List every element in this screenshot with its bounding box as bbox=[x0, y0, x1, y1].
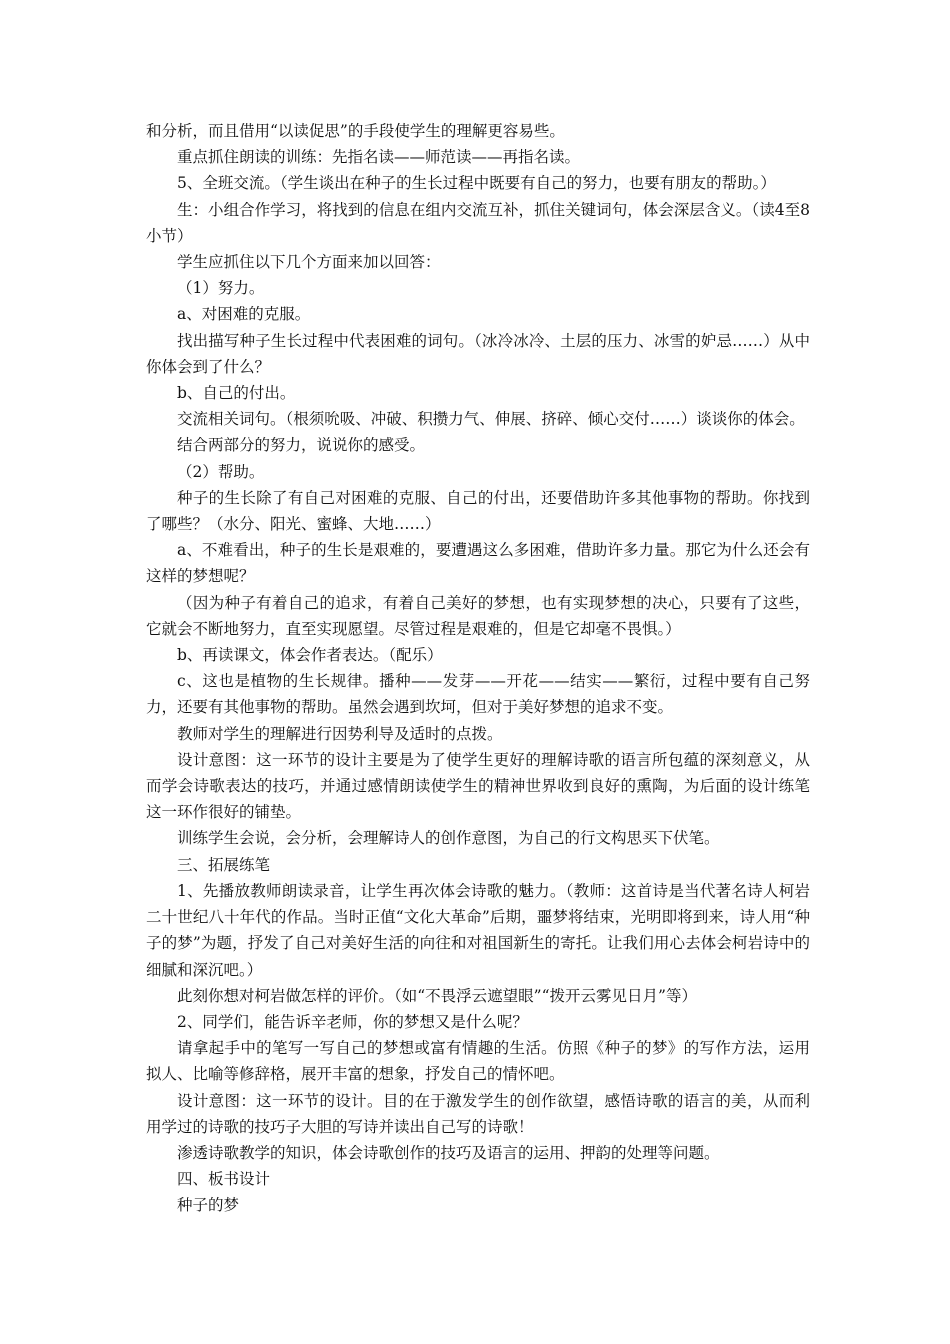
paragraph: 重点抓住朗读的训练：先指名读——师范读——再指名读。 bbox=[177, 148, 581, 167]
paragraph: 此刻你想对柯岩做怎样的评价。（如“不畏浮云遮望眼”“拨开云雾见日月”等） bbox=[177, 986, 697, 1005]
paragraph: 学生应抓住以下几个方面来加以回答： bbox=[177, 253, 441, 272]
paragraph: 结合两部分的努力，说说你的感受。 bbox=[177, 436, 426, 455]
paragraph: b、自己的付出。 bbox=[177, 384, 296, 403]
paragraph: 和分析，而且借用“以读促思”的手段使学生的理解更容易些。 bbox=[146, 122, 565, 140]
paragraph: 训练学生会说，会分析，会理解诗人的创作意图，为自己的行文构思买下伏笔。 bbox=[177, 829, 720, 848]
paragraph: （2）帮助。 bbox=[177, 462, 265, 481]
paragraph: b、再读课文，体会作者表达。（配乐） bbox=[177, 646, 443, 665]
paragraph: 请拿起手中的笔写一写自己的梦想或富有情趣的生活。仿照《种子的梦》的写作方法，运用拟人、比喻等修辞格，展开丰富的想象，抒发自己的情怀吧。 bbox=[146, 1039, 810, 1084]
paragraph: 种子的梦 bbox=[177, 1196, 240, 1215]
document-body bbox=[146, 118, 810, 1219]
paragraph: 5、全班交流。（学生谈出在种子的生长过程中既要有自己的努力，也要有朋友的帮助。） bbox=[177, 174, 776, 193]
paragraph: a、对困难的克服。 bbox=[177, 305, 311, 324]
paragraph: 设计意图：这一环节的设计主要是为了使学生更好的理解诗歌的语言所包蕴的深刻意义，从而学会诗歌表达的技巧，并通过感情朗读使学生的精神世界收到良好的熏陶，为后面的设计练笔这一环作很好的铺垫。 bbox=[146, 750, 810, 822]
paragraph: 种子的生长除了有自己对困难的克服、自己的付出，还要借助许多其他事物的帮助。你找到了哪些？（水分、阳光、蜜蜂、大地……） bbox=[146, 488, 810, 534]
paragraph: 1、先播放教师朗读录音，让学生再次体会诗歌的魅力。（教师：这首诗是当代著名诗人柯岩二十世纪八十年代的作品。当时正值“文化大革命”后期，噩梦将结束，光明即将到来，诗人用“种子的梦”为题，抒发了自己对美好生活的向往和对祖国新生的寄托。让我们用心去体会柯岩诗中的细腻和深沉吧。） bbox=[146, 881, 810, 979]
paragraph: 交流相关词句。（根须吮吸、冲破、积攒力气、伸展、挤碎、倾心交付……）谈谈你的体会。 bbox=[177, 410, 805, 429]
paragraph: （因为种子有着自己的追求，有着自己美好的梦想，也有实现梦想的决心，只要有了这些，它就会不断地努力，直至实现愿望。尽管过程是艰难的，但是它却毫不畏惧。） bbox=[146, 593, 810, 638]
paragraph: 找出描写种子生长过程中代表困难的词句。（冰冷冰冷、土层的压力、冰雪的妒忌……）从中你体会到了什么？ bbox=[146, 331, 810, 376]
paragraph: c、这也是植物的生长规律。播种——发芽——开花——结实——繁衍，过程中要有自己努力，还要有其他事物的帮助。虽然会遇到坎坷，但对于美好梦想的追求不变。 bbox=[146, 672, 810, 717]
paragraph: a、不难看出，种子的生长是艰难的，要遭遇这么多困难，借助许多力量。那它为什么还会有这样的梦想呢？ bbox=[146, 541, 810, 586]
paragraph: （1）努力。 bbox=[177, 279, 265, 298]
paragraph: 四、板书设计 bbox=[177, 1170, 271, 1189]
paragraph: 教师对学生的理解进行因势利导及适时的点拨。 bbox=[177, 724, 503, 743]
paragraph: 三、拓展练笔 bbox=[177, 855, 271, 874]
paragraph: 渗透诗歌教学的知识，体会诗歌创作的技巧及语言的运用、押韵的处理等问题。 bbox=[177, 1143, 720, 1162]
paragraph: 2、同学们，能告诉辛老师，你的梦想又是什么呢？ bbox=[177, 1012, 528, 1031]
paragraph: 设计意图：这一环节的设计。目的在于激发学生的创作欲望，感悟诗歌的语言的美，从而利用学过的诗歌的技巧子大胆的写诗并读出自己写的诗歌！ bbox=[146, 1091, 810, 1136]
paragraph: 生：小组合作学习，将找到的信息在组内交流互补，抓住关键词句，体会深层含义。（读4至8小节） bbox=[146, 200, 810, 245]
